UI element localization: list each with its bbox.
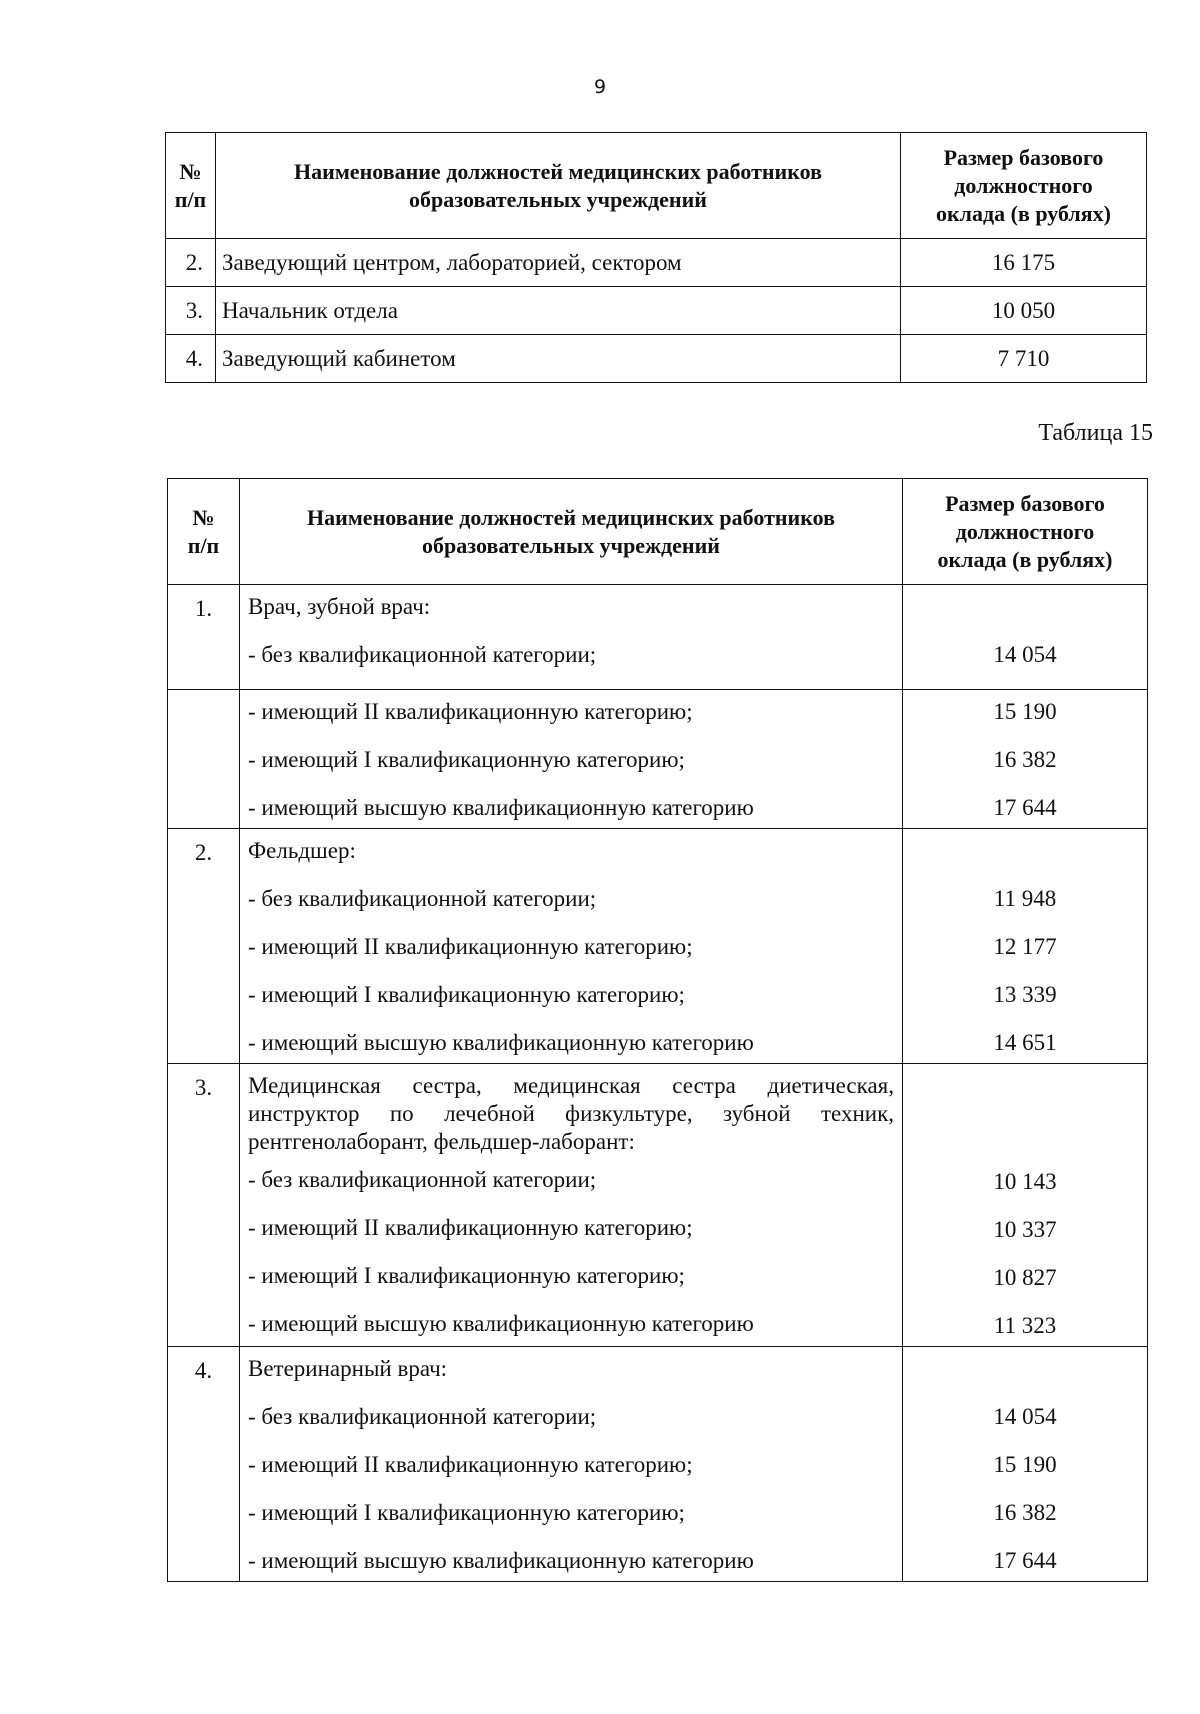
category-salary: 10 827 [993, 1265, 1057, 1290]
table-group-4 [168, 1347, 1148, 1582]
table-row [166, 239, 1147, 287]
category-salary: 12 177 [993, 934, 1057, 959]
header-salary: Размер базового должностного оклада (в рублях) [901, 133, 1147, 239]
row-number: 3. [166, 287, 216, 335]
category-salary: 11 948 [993, 886, 1057, 911]
row-position: Заведующий кабинетом [216, 335, 901, 383]
row-position: Заведующий центром, лабораторией, сектором [216, 239, 901, 287]
category-salary: 14 651 [993, 1030, 1057, 1055]
category-salary: 11 323 [993, 1313, 1057, 1338]
category-label: - без квалификационной категории; [248, 886, 597, 911]
category-label: - без квалификационной категории; [248, 1167, 597, 1192]
category-label: - имеющий I квалификационную категорию; [248, 982, 685, 1007]
table-header-row [168, 479, 1148, 585]
group-number: 2. [168, 829, 240, 1064]
group-title: Фельдшер: [248, 838, 356, 863]
group-title: Врач, зубной врач: [248, 594, 431, 619]
category-label: - имеющий I квалификационную категорию; [248, 1500, 685, 1525]
category-label: - имеющий высшую квалификационную категорию [248, 1548, 754, 1573]
header-position-name: Наименование должностей медицинских работников образовательных учреждений [216, 133, 901, 239]
group-number: 3. [168, 1064, 240, 1347]
row-salary: 16 175 [901, 239, 1147, 287]
table-group-1 [168, 585, 1148, 690]
row-number: 4. [166, 335, 216, 383]
table-group-2 [168, 829, 1148, 1064]
category-label: - имеющий II квалификационную категорию; [248, 1452, 693, 1477]
category-label: - без квалификационной категории; [248, 1404, 597, 1429]
category-salary: 17 644 [993, 1548, 1057, 1573]
category-salary: 10 337 [993, 1217, 1057, 1242]
category-salary: 14 054 [993, 1404, 1057, 1429]
table-caption: Таблица 15 [1038, 420, 1153, 446]
group-number: 4. [168, 1347, 240, 1582]
category-label: - имеющий высшую квалификационную категорию [248, 1311, 754, 1336]
table-row [166, 287, 1147, 335]
category-label: - имеющий I квалификационную категорию; [248, 1263, 685, 1288]
category-salary: 10 143 [993, 1169, 1057, 1194]
row-salary: 7 710 [901, 335, 1147, 383]
category-label: - имеющий II квалификационную категорию; [248, 1215, 693, 1240]
category-salary: 17 644 [993, 795, 1057, 820]
category-salary: 15 190 [993, 1452, 1057, 1477]
row-number: 2. [166, 239, 216, 287]
table-row [166, 335, 1147, 383]
header-number: № п/п [168, 479, 240, 585]
category-salary: 15 190 [993, 699, 1057, 724]
group-title: Ветеринарный врач: [248, 1356, 448, 1381]
category-label: - имеющий II квалификационную категорию; [248, 934, 693, 959]
header-salary: Размер базового должностного оклада (в рублях) [903, 479, 1148, 585]
salary-table-top [165, 132, 1147, 383]
category-label: - имеющий высшую квалификационную категорию [248, 1030, 754, 1055]
row-position: Начальник отдела [216, 287, 901, 335]
row-salary: 10 050 [901, 287, 1147, 335]
category-label: - имеющий II квалификационную категорию; [248, 699, 693, 724]
category-salary: 14 054 [993, 642, 1057, 667]
group-title: Медицинская сестра, медицинская сестра диетическая, инструктор по лечебной физкультуре, зубной техник, рентгенолаборант, фельдшер-лаборант: [248, 1073, 894, 1154]
salary-table-15 [167, 478, 1148, 1582]
category-label: - без квалификационной категории; [248, 642, 597, 667]
category-label: - имеющий I квалификационную категорию; [248, 747, 685, 772]
header-position-name: Наименование должностей медицинских работников образовательных учреждений [240, 479, 903, 585]
group-number: 1. [168, 585, 240, 690]
table-group-1-continued [168, 690, 1148, 829]
page-number: 9 [593, 76, 607, 98]
category-salary: 16 382 [993, 1500, 1057, 1525]
table-group-3 [168, 1064, 1148, 1347]
category-salary: 16 382 [993, 747, 1057, 772]
table-header-row [166, 133, 1147, 239]
category-label: - имеющий высшую квалификационную категорию [248, 795, 754, 820]
header-number: № п/п [166, 133, 216, 239]
category-salary: 13 339 [993, 982, 1057, 1007]
